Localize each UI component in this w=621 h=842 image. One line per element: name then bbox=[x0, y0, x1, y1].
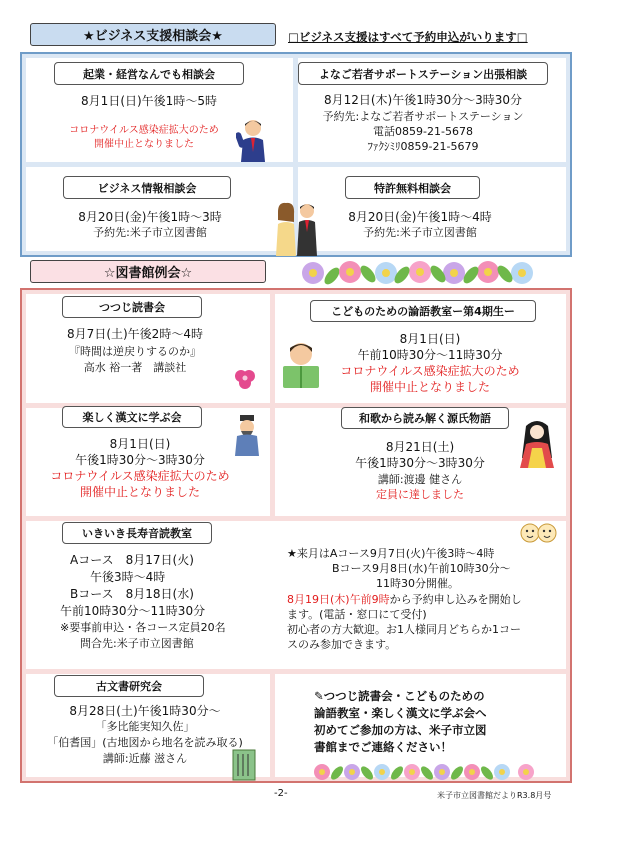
smiling-faces-icon bbox=[520, 520, 558, 546]
rongo-date: 8月1日(日) bbox=[399, 332, 461, 346]
rongo-label: こどものための論語教室ー第4期生ー bbox=[310, 300, 536, 322]
ondoku-reservation-method: ます。(電話・窓口にて受付) bbox=[287, 608, 427, 621]
flower-garland-icon bbox=[298, 258, 544, 288]
first-time-notice-line4: 書館までご連絡ください！ bbox=[314, 740, 452, 754]
komonjo-topic2: 「伯耆国」(古地図から地名を読み取る) bbox=[47, 736, 243, 749]
startup-cancel-line2: 開催中止となりました bbox=[94, 139, 194, 150]
kanbun-label: 楽しく漢文に学ぶ会 bbox=[62, 406, 202, 428]
patent-consult-label: 特許無料相談会 bbox=[345, 176, 480, 199]
tsutsuji-author: 高水 裕一著 講談社 bbox=[83, 361, 187, 374]
genji-lecturer: 講師:渡邊 健さん bbox=[377, 473, 463, 486]
ondoku-next-month-b-end: 11時30分開催。 bbox=[376, 577, 459, 590]
youth-support-phone: 電話0859-21-5678 bbox=[373, 125, 473, 138]
ondoku-reservation-text: から予約申し込みを開始し bbox=[389, 593, 522, 606]
flower-garland-bottom-icon bbox=[312, 760, 538, 784]
ondoku-contact: 問合先:米子市立図書館 bbox=[80, 637, 194, 650]
youth-support-fax: ﾌｧｸｼﾐﾘ0859-21-5679 bbox=[367, 140, 479, 153]
genji-date: 8月21日(土) bbox=[385, 440, 455, 454]
kanbun-time: 午後1時30分～3時30分 bbox=[75, 453, 205, 467]
ondoku-one-course: スのみ参加できます。 bbox=[287, 638, 397, 651]
ondoku-reservation-date: 8月19日(木)午前9時 bbox=[287, 593, 390, 606]
komonjo-topic1: 「多比能実知久佐」 bbox=[95, 720, 195, 733]
tsutsuji-date: 8月7日(土)午後2時～4時 bbox=[67, 327, 203, 341]
business-couple-icon bbox=[272, 200, 322, 256]
child-reading-icon bbox=[280, 338, 322, 392]
library-section-title: ☆図書館例会☆ bbox=[30, 260, 266, 283]
patent-consult-contact: 予約先:米子市立図書館 bbox=[363, 226, 477, 239]
ondoku-reservation-line bbox=[287, 593, 522, 607]
komonjo-date: 8月28日(土)午後1時30分～ bbox=[69, 704, 221, 718]
page-number: -2- bbox=[274, 788, 288, 799]
youth-support-contact: 予約先:よなご若者サポートステーション bbox=[322, 110, 524, 123]
startup-consult-date: 8月1日(日)午後1時～5時 bbox=[81, 94, 217, 108]
business-info-label: ビジネス情報相談会 bbox=[63, 176, 231, 199]
business-section-title: ★ビジネス支援相談会★ bbox=[30, 23, 276, 46]
tsutsuji-book: 『時間は逆戻りするのか』 bbox=[69, 345, 201, 358]
confucius-icon bbox=[232, 414, 262, 456]
komonjo-lecturer: 講師:近藤 滋さん bbox=[102, 752, 188, 765]
business-info-date: 8月20日(金)午後1時～3時 bbox=[78, 210, 222, 224]
kanbun-date: 8月1日(日) bbox=[109, 437, 171, 451]
rongo-time: 午前10時30分～11時30分 bbox=[357, 348, 503, 362]
youth-support-label: よなご若者サポートステーション出張相談 bbox=[298, 62, 548, 85]
first-time-notice-line1: ✎つつじ読書会・こどものための bbox=[314, 689, 485, 703]
scroll-document-icon bbox=[230, 748, 258, 782]
businessman-icon bbox=[236, 118, 270, 162]
newsletter-source: 米子市立図書館だよりR3.8月号 bbox=[437, 791, 552, 800]
ondoku-course-a: Aコース 8月17日(火) bbox=[70, 553, 194, 567]
tsutsuji-label: つつじ読書会 bbox=[62, 296, 202, 318]
genji-time: 午後1時30分～3時30分 bbox=[355, 456, 485, 470]
startup-cancel-line1: コロナウイルス感染症拡大のため bbox=[69, 125, 219, 136]
genji-full-notice: 定員に達しました bbox=[376, 488, 464, 501]
ondoku-next-month-b: Bコース9月8日(水)午前10時30分～ bbox=[332, 562, 511, 575]
patent-consult-date: 8月20日(金)午後1時～4時 bbox=[348, 210, 492, 224]
azalea-icon bbox=[232, 366, 258, 392]
ondoku-course-b: Bコース 8月18日(水) bbox=[70, 587, 194, 601]
ondoku-course-a-time: 午後3時～4時 bbox=[90, 570, 166, 584]
komonjo-label: 古文書研究会 bbox=[54, 675, 204, 697]
kanbun-cancel-line1: コロナウイルス感染症拡大のため bbox=[50, 469, 230, 483]
ondoku-label: いきいき長寿音読教室 bbox=[62, 522, 212, 544]
heian-lady-icon bbox=[516, 418, 558, 468]
ondoku-next-month-a: ★来月はAコース9月7日(火)午後3時～4時 bbox=[287, 547, 495, 560]
startup-consult-label: 起業・経営なんでも相談会 bbox=[54, 62, 244, 85]
ondoku-capacity: ※要事前申込・各コース定員20名 bbox=[60, 621, 226, 634]
business-reservation-notice: □ビジネス支援はすべて予約申込がいります□ bbox=[288, 30, 528, 44]
rongo-cancel-line1: コロナウイルス感染症拡大のため bbox=[340, 364, 520, 378]
ondoku-welcome: 初心者の方大歓迎。お1人様同月どちらか1コー bbox=[287, 623, 521, 636]
kanbun-cancel-line2: 開催中止となりました bbox=[79, 485, 200, 499]
ondoku-course-b-time: 午前10時30分～11時30分 bbox=[60, 604, 206, 618]
first-time-notice-line2: 論語教室・楽しく漢文に学ぶ会へ bbox=[314, 706, 487, 720]
business-info-contact: 予約先:米子市立図書館 bbox=[93, 226, 207, 239]
first-time-notice-line3: 初めてご参加の方は、米子市立図 bbox=[314, 723, 487, 737]
rongo-cancel-line2: 開催中止となりました bbox=[369, 380, 490, 394]
genji-label: 和歌から読み解く源氏物語 bbox=[341, 407, 509, 429]
youth-support-date: 8月12日(木)午後1時30分～3時30分 bbox=[323, 93, 523, 107]
